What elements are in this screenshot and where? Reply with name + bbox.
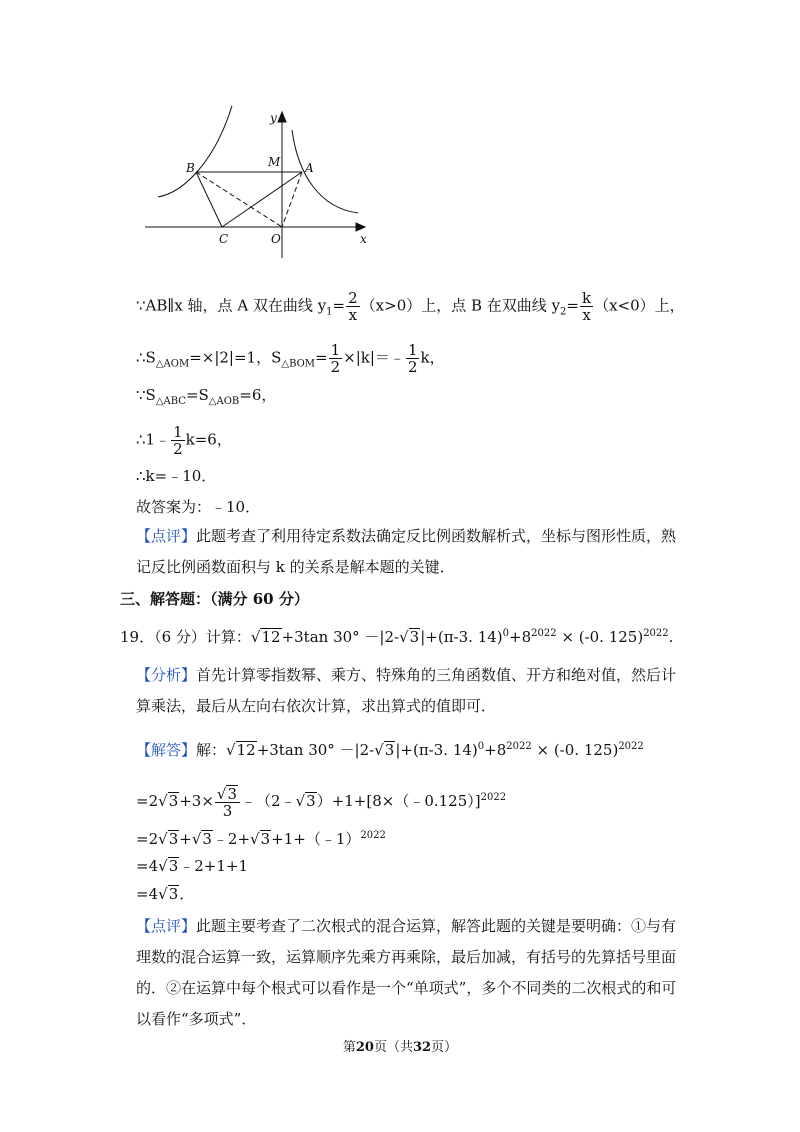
text: = [332, 296, 346, 315]
label-x: x [360, 232, 367, 246]
superscript: 2022 [643, 628, 669, 639]
text: +8 [509, 628, 532, 646]
text: 19．（6 分）计算： [120, 628, 251, 646]
superscript: 2022 [531, 628, 557, 639]
page-number: 20 [355, 1040, 374, 1055]
review-1 [136, 521, 681, 583]
denominator: 2 [173, 440, 183, 458]
numerator: k [582, 289, 592, 307]
text: ． [179, 885, 195, 903]
footer-suffix: 页） [431, 1040, 458, 1055]
page-footer [0, 1036, 800, 1055]
text: ∵S [136, 386, 156, 404]
text: ﹣（2﹣ [241, 792, 296, 810]
radicand: 3 [168, 885, 179, 903]
step-1: =2√3+3× $\frac{√3}{3}$ ﹣（2﹣√3）+1+[8×（﹣0.125）]$^{2022}$ [136, 785, 507, 820]
segment-BC [196, 172, 222, 227]
label-B: B [186, 161, 195, 175]
text: × (-0. 125) [556, 628, 644, 646]
superscript: 2022 [480, 792, 507, 803]
subscript: △AOM [155, 358, 190, 370]
review-tag: 【点评】 [136, 917, 197, 935]
question-19: 19．（6 分）计算：√12+3tan 30° －|2-√3|+(π-3. $14)^0+8^{2022} \times (-0$. 125)$^{2022}$. [120, 628, 674, 646]
radicand: 3 [168, 830, 179, 848]
text: +3× [179, 792, 214, 810]
subscript: △AOB [208, 396, 240, 407]
text: ∴S [136, 348, 156, 367]
denominator: 2 [330, 358, 341, 376]
radicand: 3 [306, 792, 316, 810]
text: |+(π-3. 14) [420, 628, 503, 646]
radicand: 3 [168, 857, 179, 875]
text: ∴1﹣ [136, 430, 171, 449]
text: =2 [136, 792, 159, 810]
fraction [580, 290, 593, 323]
subscript: △ABC [155, 396, 186, 407]
text: +8 [484, 741, 507, 759]
radicand: 3 [260, 830, 271, 848]
section-heading: 三、解答题：（满分 60 分） [120, 590, 309, 608]
radicand: 3 [227, 785, 238, 803]
text: =4 [136, 885, 159, 903]
step-2: =2√3+√3﹣2+√3+1+（﹣1）$^{2022}$ [136, 830, 386, 848]
radicand: 3 [202, 830, 212, 848]
line-area-abc [136, 385, 276, 412]
review-tag: 【点评】 [136, 527, 197, 545]
text: |+(π-3. 14) [395, 741, 478, 759]
line-given-curves [136, 290, 685, 323]
superscript: 0 [477, 741, 485, 752]
line-area-aom [136, 342, 445, 375]
text: × (-0. 125) [531, 741, 619, 759]
review-text: 此题考查了利用待定系数法确定反比例函数解析式，坐标与图形性质，熟记反比例函数面积与 k 的关系是解本题的关键． [136, 527, 677, 576]
step-4: =4√3． [136, 885, 195, 903]
solution-line: 【解答】解：√12+3tan 30° －|2-√3|+(π-3. $14)^0+8^{2022} \times (-0$. 125)$^{2022}$ [136, 741, 644, 759]
text: （x<0）上， [594, 296, 685, 315]
text: （x>0）上，点 B 在双曲线 y [360, 296, 561, 315]
text: =×|2|=1，S [189, 348, 282, 367]
text: ﹣2+ [212, 830, 251, 848]
superscript: 2022 [360, 830, 386, 841]
superscript: 2022 [618, 741, 644, 752]
review-text: 此题主要考查了二次根式的混合运算，解答此题的关键是要明确：①与有理数的混合运算一致，运算顺序先乘方再乘除，最后加减，有括号的先算括号里面的．②在运算中每个根式可以看作是一个“单项式”，多个不同类的二次根式的和可以看作“多项式”． [136, 917, 677, 1028]
text: +1+（﹣1） [271, 830, 361, 848]
numerator: 2 [348, 289, 358, 307]
text: = [566, 296, 579, 315]
radicand: 3 [168, 792, 179, 810]
dashed-AO [282, 172, 302, 227]
text: k=6， [185, 430, 232, 449]
text: k， [420, 348, 445, 367]
text: ﹣2+1+1 [179, 857, 249, 875]
numerator: √3 [215, 785, 240, 803]
text: = [315, 348, 328, 367]
line-answer: 故答案为：﹣10． [136, 498, 261, 516]
page-total: 32 [413, 1040, 432, 1055]
footer-prefix: 第 [342, 1040, 356, 1055]
subscript: △BOM [281, 358, 316, 370]
text: ∵AB∥x 轴，点 A 双在曲线 y [136, 296, 327, 315]
label-O: O [271, 232, 281, 246]
numerator: 1 [173, 423, 183, 441]
x-axis-arrow [356, 223, 365, 231]
footer-mid: 页（共 [373, 1040, 413, 1055]
fraction [329, 342, 343, 375]
text: ）+1+[8×（﹣0.125）] [316, 792, 481, 810]
text: =4 [136, 857, 159, 875]
hyperbola-figure [140, 100, 380, 260]
label-y: y [270, 111, 277, 125]
radicand: 3 [409, 628, 420, 646]
analysis [136, 660, 681, 722]
text: ×|k|＝﹣ [343, 348, 405, 367]
text: =6， [239, 386, 277, 404]
label-C: C [219, 232, 229, 246]
text: . [668, 628, 674, 646]
fraction [215, 785, 240, 819]
radicand: 3 [384, 741, 395, 759]
curve-left [158, 106, 232, 197]
fraction [346, 290, 360, 323]
line-equation [136, 424, 232, 457]
text: +3tan 30° －|2- [281, 628, 400, 646]
denominator: 3 [222, 802, 233, 820]
subscript: 1 [326, 306, 333, 318]
review-2 [136, 911, 681, 1035]
subscript: 2 [560, 306, 567, 318]
label-M: M [268, 155, 281, 169]
text: =2 [136, 830, 159, 848]
segment-CA [222, 172, 302, 227]
superscript: 2022 [506, 741, 532, 752]
answer-tag: 【解答】 [136, 741, 197, 759]
text: +3tan 30° －|2- [256, 741, 375, 759]
y-axis-arrow [278, 112, 286, 122]
fraction [171, 424, 185, 457]
numerator: 1 [330, 341, 341, 359]
denominator: x [582, 306, 591, 324]
label-A: A [305, 161, 314, 175]
denominator: x [348, 306, 358, 324]
text: + [179, 830, 192, 848]
fraction [406, 342, 420, 375]
analysis-text: 首先计算零指数幂、乘方、特殊角的三角函数值、开方和绝对值，然后计算乘法，最后从左向右依次计算，求出算式的值即可． [136, 666, 677, 715]
step-3: =4√3﹣2+1+1 [136, 857, 249, 875]
text: =S [185, 386, 209, 404]
text: 解： [196, 741, 227, 759]
denominator: 2 [407, 358, 418, 376]
superscript: 0 [502, 628, 510, 639]
line-k-result: ∴k=﹣10． [136, 467, 217, 485]
radicand: 12 [236, 741, 256, 759]
radicand: 12 [261, 628, 281, 646]
numerator: 1 [407, 341, 418, 359]
analysis-tag: 【分析】 [136, 666, 197, 684]
